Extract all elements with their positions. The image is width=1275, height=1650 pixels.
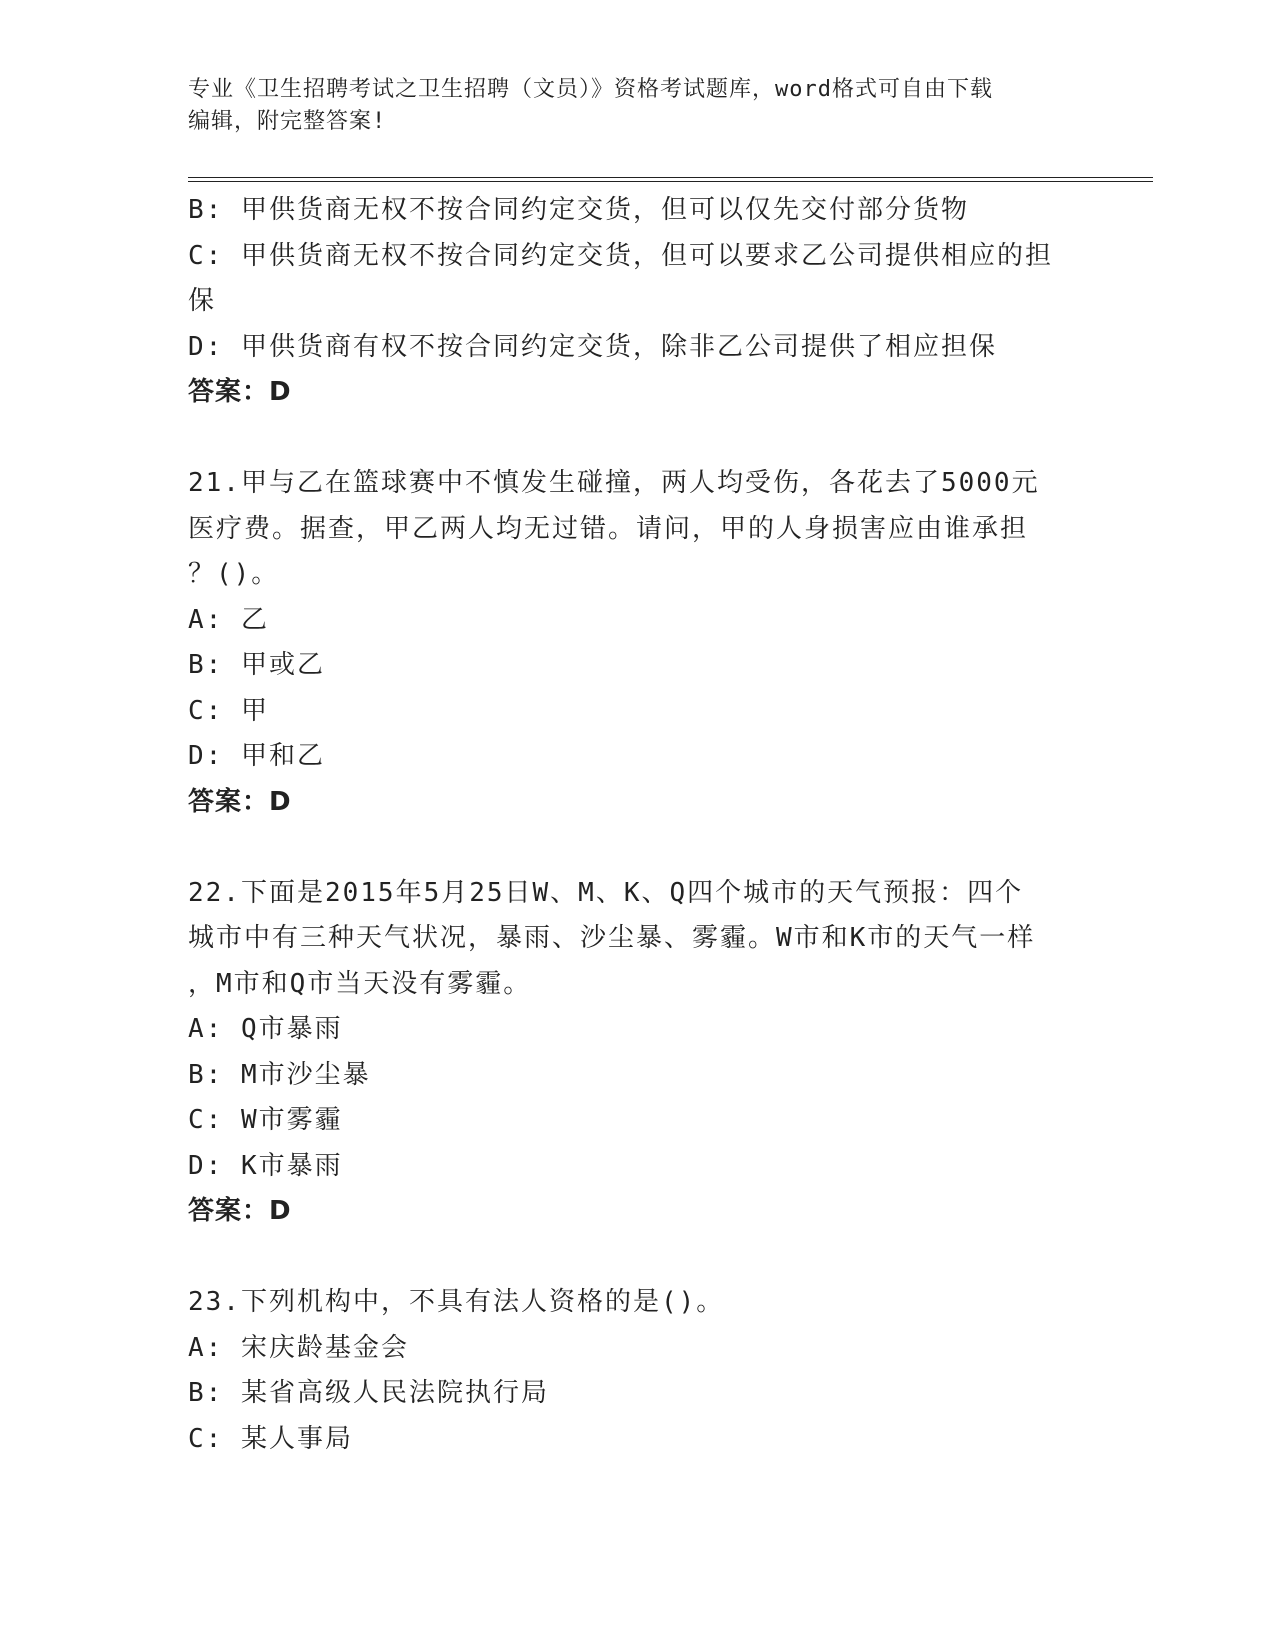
header-line-2: 编辑，附完整答案! xyxy=(188,109,387,134)
q21-stem-line-2: 医疗费。据查，甲乙两人均无过错。请问，甲的人身损害应由谁承担 xyxy=(188,513,1029,544)
q21-option-d: D: 甲和乙 xyxy=(188,741,325,771)
header-divider-top xyxy=(188,177,1153,178)
question-20-block xyxy=(188,188,1088,416)
q21-answer: 答案：D xyxy=(188,786,292,817)
q21-stem-line-3: ？()。 xyxy=(188,559,280,589)
header-line-1: 专业《卫生招聘考试之卫生招聘（文员）》资格考试题库，word格式可自由下载 xyxy=(188,77,993,102)
q22-answer: 答案：D xyxy=(188,1196,292,1226)
q21-option-a: A: 乙 xyxy=(188,604,269,635)
q20-option-b: B: 甲供货商无权不按合同约定交货，但可以仅先交付部分货物 xyxy=(188,195,969,225)
q22-stem-line-2: 城市中有三种天气状况，暴雨、沙尘暴、雾霾。W市和K市的天气一样 xyxy=(188,923,1036,953)
document-header xyxy=(188,74,1068,138)
q23-option-a: A: 宋庆龄基金会 xyxy=(188,1332,409,1363)
question-21-block xyxy=(188,461,1088,825)
q22-option-b: B: M市沙尘暴 xyxy=(188,1059,371,1090)
spacer xyxy=(188,416,1088,462)
q22-option-a: A: Q市暴雨 xyxy=(188,1014,343,1044)
q23-option-c: C: 某人事局 xyxy=(188,1423,353,1454)
header-divider-bottom xyxy=(188,181,1153,182)
q21-stem-line-1: 21.甲与乙在篮球赛中不慎发生碰撞，两人均受伤，各花去了5000元 xyxy=(188,468,1040,498)
spacer xyxy=(188,1235,1088,1281)
q20-option-d: D: 甲供货商有权不按合同约定交货，除非乙公司提供了相应担保 xyxy=(188,331,997,362)
question-23-block xyxy=(188,1280,1088,1462)
q22-stem-line-1: 22.下面是2015年5月25日W、M、K、Q四个城市的天气预报：四个 xyxy=(188,877,1024,908)
question-22-block xyxy=(188,871,1088,1235)
q21-option-b: B: 甲或乙 xyxy=(188,650,325,680)
q23-option-b: B: 某省高级人民法院执行局 xyxy=(188,1378,549,1408)
spacer xyxy=(188,825,1088,871)
q21-option-c: C: 甲 xyxy=(188,695,269,726)
q23-stem-line-1: 23.下列机构中，不具有法人资格的是()。 xyxy=(188,1287,725,1317)
q22-option-d: D: K市暴雨 xyxy=(188,1150,343,1181)
question-content xyxy=(188,188,1088,1462)
q20-answer: 答案：D xyxy=(188,377,292,407)
q20-option-c-line-1: C: 甲供货商无权不按合同约定交货，但可以要求乙公司提供相应的担 xyxy=(188,240,1053,271)
q20-option-c-line-2: 保 xyxy=(188,286,217,316)
q22-stem-line-3: ，M市和Q市当天没有雾霾。 xyxy=(188,968,532,999)
q22-option-c: C: W市雾霾 xyxy=(188,1105,343,1135)
